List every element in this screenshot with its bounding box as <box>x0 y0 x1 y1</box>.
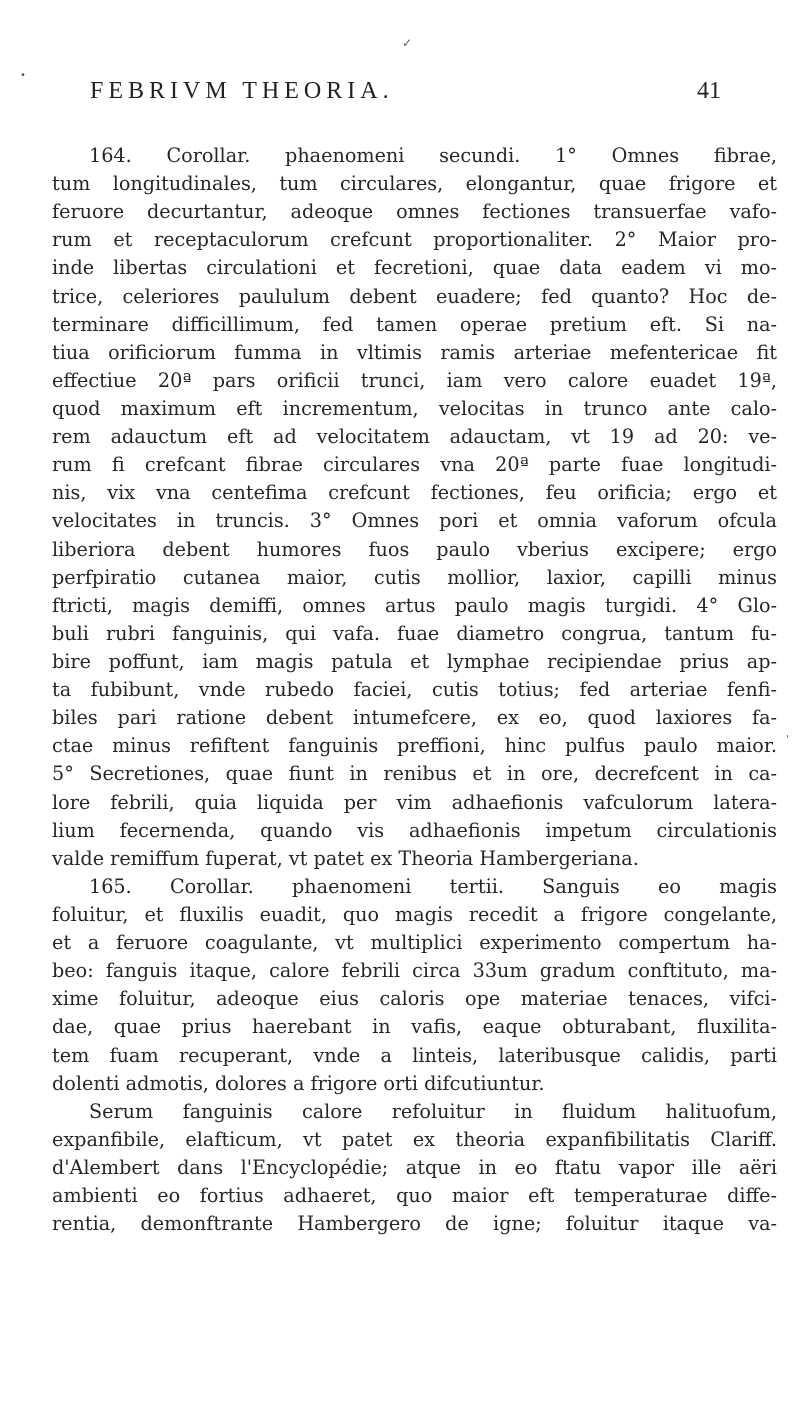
left-margin-dot: • <box>20 70 26 81</box>
text-line: inde libertas circulationi et fecretioni, quae data eadem vi mo- <box>52 256 777 280</box>
text-line: valde remiffum fuperat, vt patet ex Theoria Hambergeriana. <box>52 846 639 870</box>
text-line: feruore decurtantur, adeoque omnes fectiones transuerfae vafo- <box>52 200 777 224</box>
text-line: d'Alembert dans l'Encyclopédie; atque in eo ftatu vapor ille aëri <box>52 1155 777 1179</box>
text-line: Serum fanguinis calore refoluitur in fluidum halituofum, <box>89 1099 777 1123</box>
text-line: rentia, demonftrante Hambergero de igne; foluitur itaque va- <box>52 1212 777 1236</box>
running-title: FEBRIVM THEORIA. <box>90 78 394 104</box>
text-line: trice, celeriores paululum debent euadere; fed quanto? Hoc de- <box>52 284 777 308</box>
text-line: dae, quae prius haerebant in vafis, eaque obturabant, fluxilita- <box>52 1015 777 1039</box>
text-line: perfpiratio cutanea maior, cutis mollior, laxior, capilli minus <box>52 565 777 589</box>
text-line: ctae minus refiftent fanguinis preffioni, hinc pulfus paulo maior. <box>52 734 777 758</box>
text-line: beo: fanguis itaque, calore febrili circa 33um gradum conftituto, ma- <box>52 959 777 983</box>
text-line: liberiora debent humores fuos paulo vberius excipere; ergo <box>52 537 777 561</box>
top-check-mark: ✓ <box>402 36 413 50</box>
text-line: 5° Secretiones, quae fiunt in renibus et in ore, decrefcent in ca- <box>52 762 777 786</box>
text-line: ta fubibunt, vnde rubedo faciei, cutis totius; fed arteriae fenfi- <box>52 678 777 702</box>
text-line: xime foluitur, adeoque eius caloris ope materiae tenaces, vifci- <box>52 987 777 1011</box>
text-line: tiua orificiorum fumma in vltimis ramis arteriae mefentericae fit <box>52 340 777 364</box>
text-line: 164. Corollar. phaenomeni secundi. 1° Omnes fibrae, <box>89 144 777 167</box>
text-line: effectiue 20ª pars orificii trunci, iam vero calore euadet 19ª, <box>52 368 777 392</box>
text-line: rem adauctum eft ad velocitatem adauctam, vt 19 ad 20: ve- <box>52 425 777 449</box>
page-number: 41 <box>697 78 721 104</box>
text-line: 165. Corollar. phaenomeni tertii. Sanguis eo magis <box>89 874 777 898</box>
text-line: tem fuam recuperant, vnde a linteis, lateribusque calidis, parti <box>52 1043 777 1067</box>
text-line: velocitates in truncis. 3° Omnes pori et omnia vaforum ofcula <box>52 509 777 533</box>
body-text <box>52 142 777 1238</box>
text-line: lore febrili, quia liquida per vim adhaefionis vafculorum latera- <box>52 790 777 814</box>
text-line: lium fecernenda, quando vis adhaefionis impetum circulationis <box>52 818 777 842</box>
text-line: bire poffunt, iam magis patula et lymphae recipiendae prius ap- <box>52 649 777 673</box>
text-line: quod maximum eft incrementum, velocitas in trunco ante calo- <box>52 396 777 420</box>
text-line: nis, vix vna centefima crefcunt fectiones, feu orificia; ergo et <box>52 481 777 505</box>
text-line: et a feruore coagulante, vt multiplici experimento compertum ha- <box>52 931 777 955</box>
text-line: expanfibile, elafticum, vt patet ex theoria expanfibilitatis Clariff. <box>52 1127 777 1151</box>
text-line: rum et receptaculorum crefcunt proportionaliter. 2° Maior pro- <box>52 228 777 252</box>
text-line: dolenti admotis, dolores a frigore orti difcutiuntur. <box>52 1071 545 1095</box>
text-line: biles pari ratione debent intumefcere, ex eo, quod laxiores fa- <box>52 706 777 730</box>
right-margin-mark: ' <box>786 734 789 745</box>
text-line: ambienti eo fortius adhaeret, quo maior eft temperaturae diffe- <box>52 1184 777 1208</box>
text-line: tum longitudinales, tum circulares, elongantur, quae frigore et <box>52 172 777 196</box>
running-header <box>0 70 800 110</box>
text-line: ftricti, magis demiffi, omnes artus paulo magis turgidi. 4° Glo- <box>52 593 777 617</box>
text-line: terminare difficillimum, fed tamen operae pretium eft. Si na- <box>52 312 777 336</box>
text-line: buli rubri fanguinis, qui vafa. fuae diametro congrua, tantum fu- <box>52 621 777 645</box>
text-line: foluitur, et fluxilis euadit, quo magis recedit a frigore congelante, <box>52 902 777 926</box>
text-line: rum fi crefcant fibrae circulares vna 20ª parte fuae longitudi- <box>52 453 777 477</box>
